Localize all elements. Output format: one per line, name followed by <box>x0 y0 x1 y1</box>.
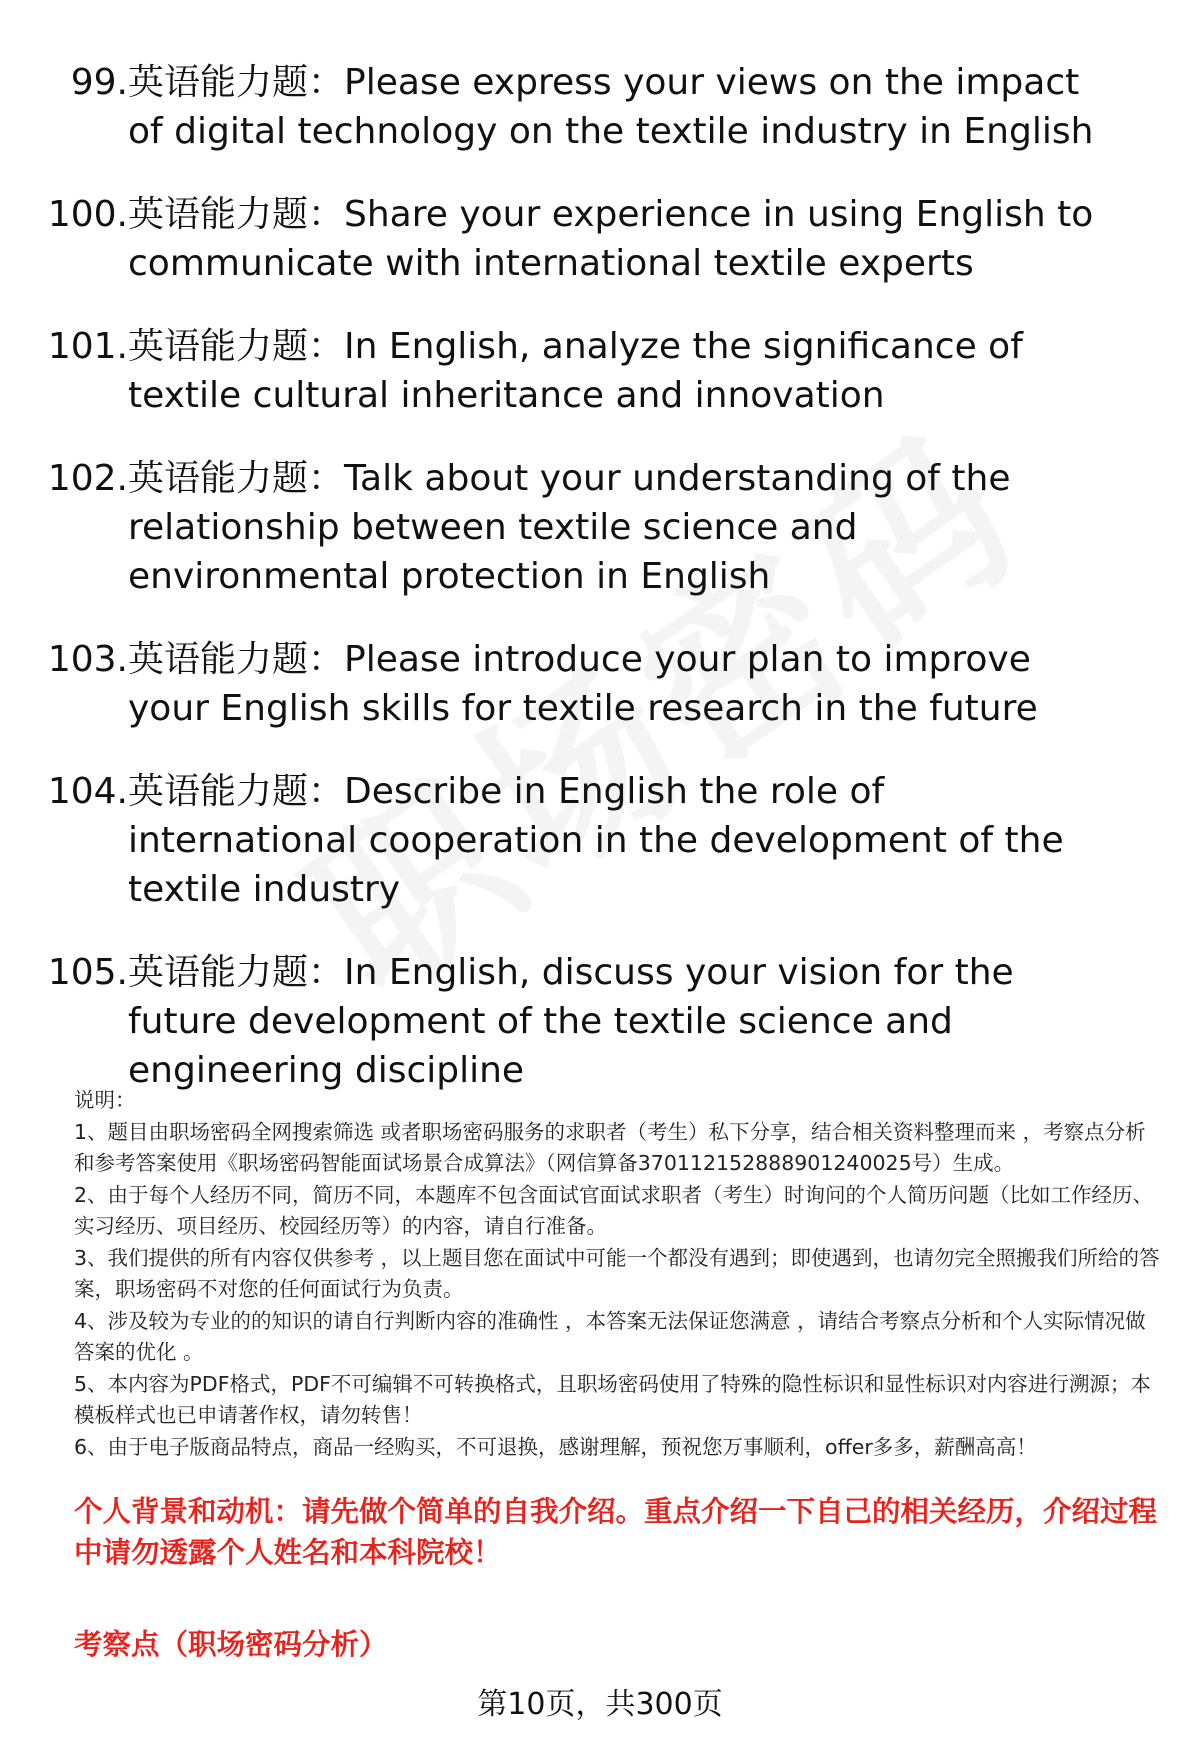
question-number: 105. <box>47 952 128 993</box>
question-tag: 英语能力题： <box>128 458 345 499</box>
question-body <box>128 635 1108 733</box>
interview-prompt: 个人背景和动机：请先做个简单的自我介绍。重点介绍一下自己的相关经历，介绍过程中请勿透露个人姓名和本科院校！ <box>74 1495 1158 1569</box>
question-body <box>128 190 1108 288</box>
section-label: 考察点（职场密码分析） <box>74 1628 388 1661</box>
question-number: 99. <box>70 62 128 103</box>
question-body <box>128 948 1108 1095</box>
question-number: 100. <box>47 194 128 235</box>
note-item: 6、由于电子版商品特点，商品一经购买，不可退换，感谢理解，预祝您万事顺利，offer多多，薪酬高高！ <box>74 1434 1037 1459</box>
question-body <box>128 767 1108 914</box>
notes-section <box>74 1085 1164 1463</box>
question-item <box>0 948 1200 1095</box>
note-item: 3、我们提供的所有内容仅供参考 ，以上题目您在面试中可能一个都没有遇到；即使遇到，也请勿完全照搬我们所给的答案，职场密码不对您的任何面试行为负责。 <box>74 1245 1160 1301</box>
note-item: 5、本内容为PDF格式，PDF不可编辑不可转换格式，且职场密码使用了特殊的隐性标识和显性标识对内容进行溯源；本模板样式也已申请著作权，请勿转售！ <box>74 1371 1151 1427</box>
question-text: Talk about your understanding of the relationship between textile science and environmental protection in English <box>128 458 1011 597</box>
question-tag: 英语能力题： <box>128 326 345 367</box>
question-item <box>0 322 1200 420</box>
question-text: Share your experience in using English to communicate with international textile experts <box>128 194 1094 284</box>
question-text: In English, discuss your vision for the future development of the textile science and engineering discipline <box>128 952 1014 1091</box>
question-body <box>128 58 1108 156</box>
question-number: 101. <box>47 326 128 367</box>
question-number: 102. <box>47 458 128 499</box>
question-text: Please introduce your plan to improve your English skills for textile research in the future <box>128 639 1038 729</box>
question-text: In English, analyze the significance of textile cultural inheritance and innovation <box>128 326 1023 416</box>
question-item <box>0 767 1200 914</box>
notes-heading: 说明： <box>74 1088 136 1112</box>
note-item: 2、由于每个人经历不同，简历不同，本题库不包含面试官面试求职者（考生）时询问的个人简历问题（比如工作经历、实习经历、项目经历、校园经历等）的内容，请自行准备。 <box>74 1182 1154 1238</box>
question-number: 104. <box>47 771 128 812</box>
question-tag: 英语能力题： <box>128 639 345 680</box>
note-item: 4、涉及较为专业的的知识的请自行判断内容的准确性 ，本答案无法保证您满意 ，请结合考察点分析和个人实际情况做答案的优化 。 <box>74 1308 1146 1364</box>
question-tag: 英语能力题： <box>128 194 345 235</box>
question-number: 103. <box>47 639 128 680</box>
page-footer: 第10页，共300页 <box>477 1687 723 1722</box>
question-text: Describe in English the role of international cooperation in the development of the textile industry <box>128 771 1064 910</box>
question-item <box>0 58 1200 156</box>
question-body <box>128 322 1108 420</box>
question-list <box>0 58 1200 1129</box>
question-tag: 英语能力题： <box>128 62 345 103</box>
question-item <box>0 190 1200 288</box>
question-tag: 英语能力题： <box>128 952 345 993</box>
note-item: 1、题目由职场密码全网搜索筛选 或者职场密码服务的求职者（考生）私下分享，结合相关资料整理而来 ，考察点分析和参考答案使用《职场密码智能面试场景合成算法》（网信算备370112152888901240025号）生成。 <box>74 1119 1146 1175</box>
question-item <box>0 635 1200 733</box>
question-text: Please express your views on the impact of digital technology on the textile industry in English <box>128 62 1094 152</box>
question-body <box>128 454 1108 601</box>
question-tag: 英语能力题： <box>128 771 345 812</box>
question-item <box>0 454 1200 601</box>
